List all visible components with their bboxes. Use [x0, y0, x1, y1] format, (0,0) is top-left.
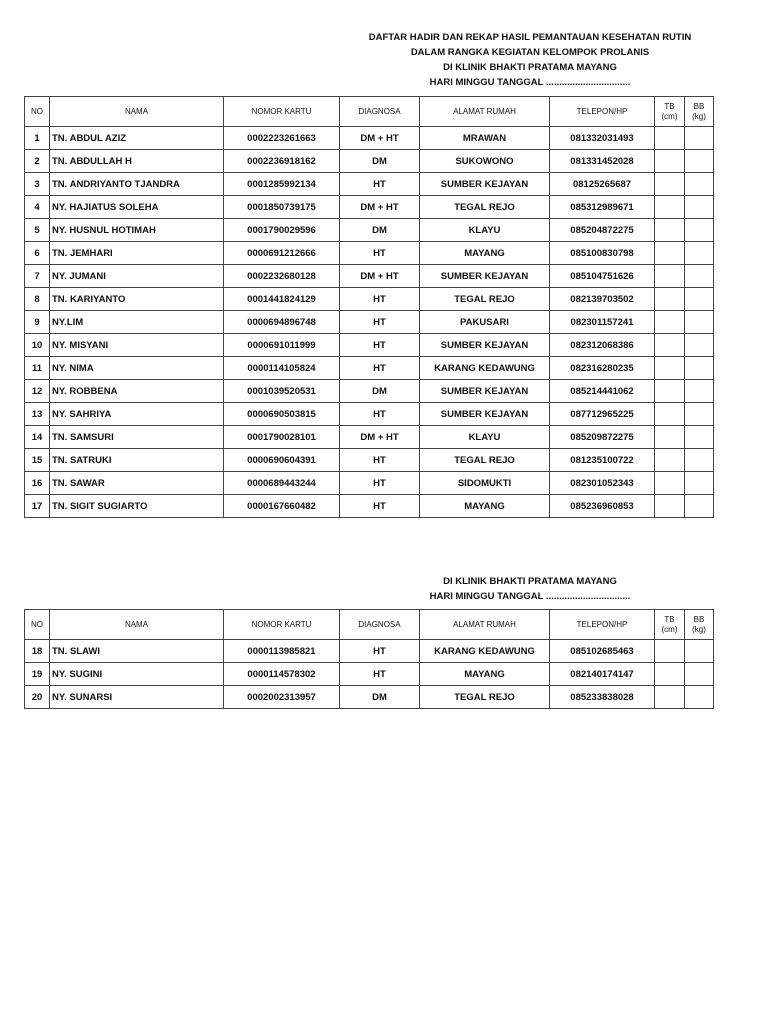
cell-no: 16: [25, 472, 50, 495]
cell-telepon: 082139703502: [550, 288, 655, 311]
cell-telepon: 085312989671: [550, 196, 655, 219]
cell-nama: TN. JEMHARI: [50, 242, 224, 265]
col-no: NO: [25, 610, 50, 640]
cell-bb: [685, 495, 714, 518]
cell-nama: NY. JUMANI: [50, 265, 224, 288]
cell-no: 4: [25, 196, 50, 219]
cell-telepon: 082301052343: [550, 472, 655, 495]
cell-bb: [685, 640, 714, 663]
table-row: [25, 403, 714, 426]
cell-telepon: 081235100722: [550, 449, 655, 472]
table-row: [25, 173, 714, 196]
cell-tb: [655, 357, 685, 380]
cell-tb: [655, 686, 685, 709]
title-line-2: HARI MINGGU TANGGAL ................................: [429, 591, 631, 602]
col-tb: TB (cm): [655, 97, 685, 127]
cell-nama: TN. ABDUL AZIZ: [50, 127, 224, 150]
cell-diagnosa: DM + HT: [340, 127, 420, 150]
col-nomor-kartu: NOMOR KARTU: [224, 97, 340, 127]
cell-alamat: TEGAL REJO: [420, 288, 550, 311]
cell-bb: [685, 380, 714, 403]
cell-diagnosa: DM + HT: [340, 426, 420, 449]
table-row: [25, 288, 714, 311]
col-tb: TB (cm): [655, 610, 685, 640]
cell-alamat: SUKOWONO: [420, 150, 550, 173]
cell-nama: NY.LIM: [50, 311, 224, 334]
title-line-1: DI KLINIK BHAKTI PRATAMA MAYANG: [443, 576, 617, 587]
cell-bb: [685, 449, 714, 472]
table-row: [25, 380, 714, 403]
cell-tb: [655, 449, 685, 472]
cell-alamat: TEGAL REJO: [420, 449, 550, 472]
cell-no: 17: [25, 495, 50, 518]
cell-nama: NY. MISYANI: [50, 334, 224, 357]
title-line-2: DALAM RANGKA KEGIATAN KELOMPOK PROLANIS: [410, 47, 650, 58]
cell-no: 5: [25, 219, 50, 242]
cell-nomor-kartu: 0002002313957: [224, 686, 340, 709]
cell-bb: [685, 426, 714, 449]
cell-alamat: KLAYU: [420, 219, 550, 242]
cell-telepon: 085104751626: [550, 265, 655, 288]
cell-nama: TN. SAMSURI: [50, 426, 224, 449]
title-line-4: HARI MINGGU TANGGAL ................................: [429, 77, 631, 88]
cell-no: 15: [25, 449, 50, 472]
cell-tb: [655, 311, 685, 334]
col-telepon: TELEPON/HP: [550, 610, 655, 640]
cell-nomor-kartu: 0001790028101: [224, 426, 340, 449]
attendance-table-1: [24, 96, 714, 518]
cell-bb: [685, 663, 714, 686]
cell-bb: [685, 288, 714, 311]
cell-bb: [685, 196, 714, 219]
cell-diagnosa: DM + HT: [340, 265, 420, 288]
cell-nama: NY. NIMA: [50, 357, 224, 380]
title-line-1: DAFTAR HADIR DAN REKAP HASIL PEMANTAUAN KESEHATAN RUTIN: [368, 32, 692, 43]
cell-no: 13: [25, 403, 50, 426]
cell-nama: NY. HUSNUL HOTIMAH: [50, 219, 224, 242]
table-row: [25, 640, 714, 663]
cell-diagnosa: DM + HT: [340, 196, 420, 219]
cell-no: 9: [25, 311, 50, 334]
col-diagnosa: DIAGNOSA: [340, 97, 420, 127]
cell-alamat: MAYANG: [420, 495, 550, 518]
cell-telepon: 081332031493: [550, 127, 655, 150]
cell-tb: [655, 265, 685, 288]
table-body-1: [25, 127, 714, 518]
cell-telepon: 082316280235: [550, 357, 655, 380]
table-row: [25, 334, 714, 357]
cell-no: 8: [25, 288, 50, 311]
cell-nama: TN. SIGIT SUGIARTO: [50, 495, 224, 518]
cell-no: 2: [25, 150, 50, 173]
cell-no: 11: [25, 357, 50, 380]
table-row: [25, 357, 714, 380]
cell-no: 7: [25, 265, 50, 288]
cell-bb: [685, 311, 714, 334]
table-row: [25, 150, 714, 173]
cell-tb: [655, 495, 685, 518]
cell-no: 12: [25, 380, 50, 403]
table-row: [25, 242, 714, 265]
cell-nomor-kartu: 0000114105824: [224, 357, 340, 380]
cell-alamat: TEGAL REJO: [420, 686, 550, 709]
cell-alamat: SUMBER KEJAYAN: [420, 334, 550, 357]
cell-nomor-kartu: 0000691011999: [224, 334, 340, 357]
table-header-row: [25, 610, 714, 640]
cell-alamat: PAKUSARI: [420, 311, 550, 334]
attendance-table-2: [24, 609, 714, 709]
cell-no: 18: [25, 640, 50, 663]
cell-alamat: KARANG KEDAWUNG: [420, 357, 550, 380]
cell-alamat: MAYANG: [420, 242, 550, 265]
cell-tb: [655, 472, 685, 495]
cell-nomor-kartu: 0000694896748: [224, 311, 340, 334]
cell-telepon: 082301157241: [550, 311, 655, 334]
cell-nomor-kartu: 0000114578302: [224, 663, 340, 686]
col-alamat: ALAMAT RUMAH: [420, 97, 550, 127]
col-bb: BB (kg): [685, 610, 714, 640]
cell-tb: [655, 380, 685, 403]
table-body-2: [25, 640, 714, 709]
cell-nama: TN. KARIYANTO: [50, 288, 224, 311]
cell-no: 3: [25, 173, 50, 196]
cell-telepon: 085100830798: [550, 242, 655, 265]
table-row: [25, 663, 714, 686]
cell-tb: [655, 196, 685, 219]
table-row: [25, 265, 714, 288]
cell-diagnosa: HT: [340, 173, 420, 196]
col-nama: NAMA: [50, 97, 224, 127]
cell-nama: NY. SAHRIYA: [50, 403, 224, 426]
cell-nomor-kartu: 0000691212666: [224, 242, 340, 265]
cell-tb: [655, 150, 685, 173]
cell-nomor-kartu: 0000113985821: [224, 640, 340, 663]
title-line-3: DI KLINIK BHAKTI PRATAMA MAYANG: [443, 62, 617, 73]
table-row: [25, 495, 714, 518]
cell-nama: TN. SLAWI: [50, 640, 224, 663]
cell-nama: NY. SUGINI: [50, 663, 224, 686]
cell-alamat: KARANG KEDAWUNG: [420, 640, 550, 663]
col-alamat: ALAMAT RUMAH: [420, 610, 550, 640]
cell-tb: [655, 426, 685, 449]
cell-nomor-kartu: 0001790029596: [224, 219, 340, 242]
cell-diagnosa: DM: [340, 150, 420, 173]
cell-bb: [685, 242, 714, 265]
cell-nomor-kartu: 0001441824129: [224, 288, 340, 311]
cell-nomor-kartu: 0002223261663: [224, 127, 340, 150]
cell-alamat: SUMBER KEJAYAN: [420, 265, 550, 288]
cell-diagnosa: HT: [340, 472, 420, 495]
cell-tb: [655, 127, 685, 150]
cell-nama: NY. HAJIATUS SOLEHA: [50, 196, 224, 219]
cell-telepon: 082312068386: [550, 334, 655, 357]
cell-nomor-kartu: 0000689443244: [224, 472, 340, 495]
cell-nomor-kartu: 0001850739175: [224, 196, 340, 219]
col-nomor-kartu: NOMOR KARTU: [224, 610, 340, 640]
cell-diagnosa: HT: [340, 640, 420, 663]
table-row: [25, 686, 714, 709]
cell-nama: TN. ABDULLAH H: [50, 150, 224, 173]
cell-telepon: 085102685463: [550, 640, 655, 663]
col-no: NO: [25, 97, 50, 127]
cell-nomor-kartu: 0000167660482: [224, 495, 340, 518]
cell-telepon: 087712965225: [550, 403, 655, 426]
cell-telepon: 081331452028: [550, 150, 655, 173]
cell-tb: [655, 173, 685, 196]
cell-nomor-kartu: 0000690503815: [224, 403, 340, 426]
cell-telepon: 08125265687: [550, 173, 655, 196]
cell-tb: [655, 334, 685, 357]
cell-bb: [685, 173, 714, 196]
document-title-block: [360, 30, 700, 90]
cell-diagnosa: HT: [340, 495, 420, 518]
cell-telepon: 085236960853: [550, 495, 655, 518]
cell-bb: [685, 686, 714, 709]
table-row: [25, 449, 714, 472]
cell-alamat: SUMBER KEJAYAN: [420, 403, 550, 426]
cell-bb: [685, 357, 714, 380]
cell-no: 19: [25, 663, 50, 686]
cell-diagnosa: HT: [340, 334, 420, 357]
cell-alamat: SUMBER KEJAYAN: [420, 380, 550, 403]
cell-nomor-kartu: 0001039520531: [224, 380, 340, 403]
cell-alamat: MAYANG: [420, 663, 550, 686]
cell-bb: [685, 150, 714, 173]
cell-telepon: 085204872275: [550, 219, 655, 242]
cell-bb: [685, 472, 714, 495]
cell-telepon: 082140174147: [550, 663, 655, 686]
table-row: [25, 219, 714, 242]
cell-alamat: MRAWAN: [420, 127, 550, 150]
cell-diagnosa: HT: [340, 663, 420, 686]
col-bb: BB (kg): [685, 97, 714, 127]
cell-diagnosa: DM: [340, 219, 420, 242]
cell-nomor-kartu: 0000690604391: [224, 449, 340, 472]
table-row: [25, 311, 714, 334]
cell-bb: [685, 127, 714, 150]
cell-no: 14: [25, 426, 50, 449]
cell-tb: [655, 663, 685, 686]
cell-diagnosa: DM: [340, 380, 420, 403]
cell-no: 20: [25, 686, 50, 709]
cell-nama: TN. ANDRIYANTO TJANDRA: [50, 173, 224, 196]
cell-bb: [685, 219, 714, 242]
cell-nomor-kartu: 0001285992134: [224, 173, 340, 196]
table-row: [25, 127, 714, 150]
cell-no: 6: [25, 242, 50, 265]
table-header-row: [25, 97, 714, 127]
cell-tb: [655, 219, 685, 242]
cell-tb: [655, 242, 685, 265]
col-telepon: TELEPON/HP: [550, 97, 655, 127]
document-title-block-2: [360, 574, 700, 604]
cell-nomor-kartu: 0002236918162: [224, 150, 340, 173]
cell-nama: NY. SUNARSI: [50, 686, 224, 709]
cell-diagnosa: HT: [340, 288, 420, 311]
cell-telepon: 085214441062: [550, 380, 655, 403]
cell-alamat: SIDOMUKTI: [420, 472, 550, 495]
cell-diagnosa: HT: [340, 242, 420, 265]
col-diagnosa: DIAGNOSA: [340, 610, 420, 640]
cell-nama: TN. SAWAR: [50, 472, 224, 495]
cell-alamat: SUMBER KEJAYAN: [420, 173, 550, 196]
cell-tb: [655, 403, 685, 426]
cell-bb: [685, 403, 714, 426]
cell-bb: [685, 334, 714, 357]
cell-alamat: TEGAL REJO: [420, 196, 550, 219]
cell-tb: [655, 640, 685, 663]
cell-telepon: 085209872275: [550, 426, 655, 449]
cell-nomor-kartu: 0002232680128: [224, 265, 340, 288]
table-row: [25, 426, 714, 449]
table-row: [25, 196, 714, 219]
cell-no: 10: [25, 334, 50, 357]
cell-diagnosa: DM: [340, 686, 420, 709]
cell-diagnosa: HT: [340, 403, 420, 426]
cell-diagnosa: HT: [340, 449, 420, 472]
cell-diagnosa: HT: [340, 311, 420, 334]
cell-nama: TN. SATRUKI: [50, 449, 224, 472]
col-nama: NAMA: [50, 610, 224, 640]
cell-bb: [685, 265, 714, 288]
cell-tb: [655, 288, 685, 311]
cell-no: 1: [25, 127, 50, 150]
cell-nama: NY. ROBBENA: [50, 380, 224, 403]
cell-telepon: 085233838028: [550, 686, 655, 709]
cell-alamat: KLAYU: [420, 426, 550, 449]
cell-diagnosa: HT: [340, 357, 420, 380]
table-row: [25, 472, 714, 495]
